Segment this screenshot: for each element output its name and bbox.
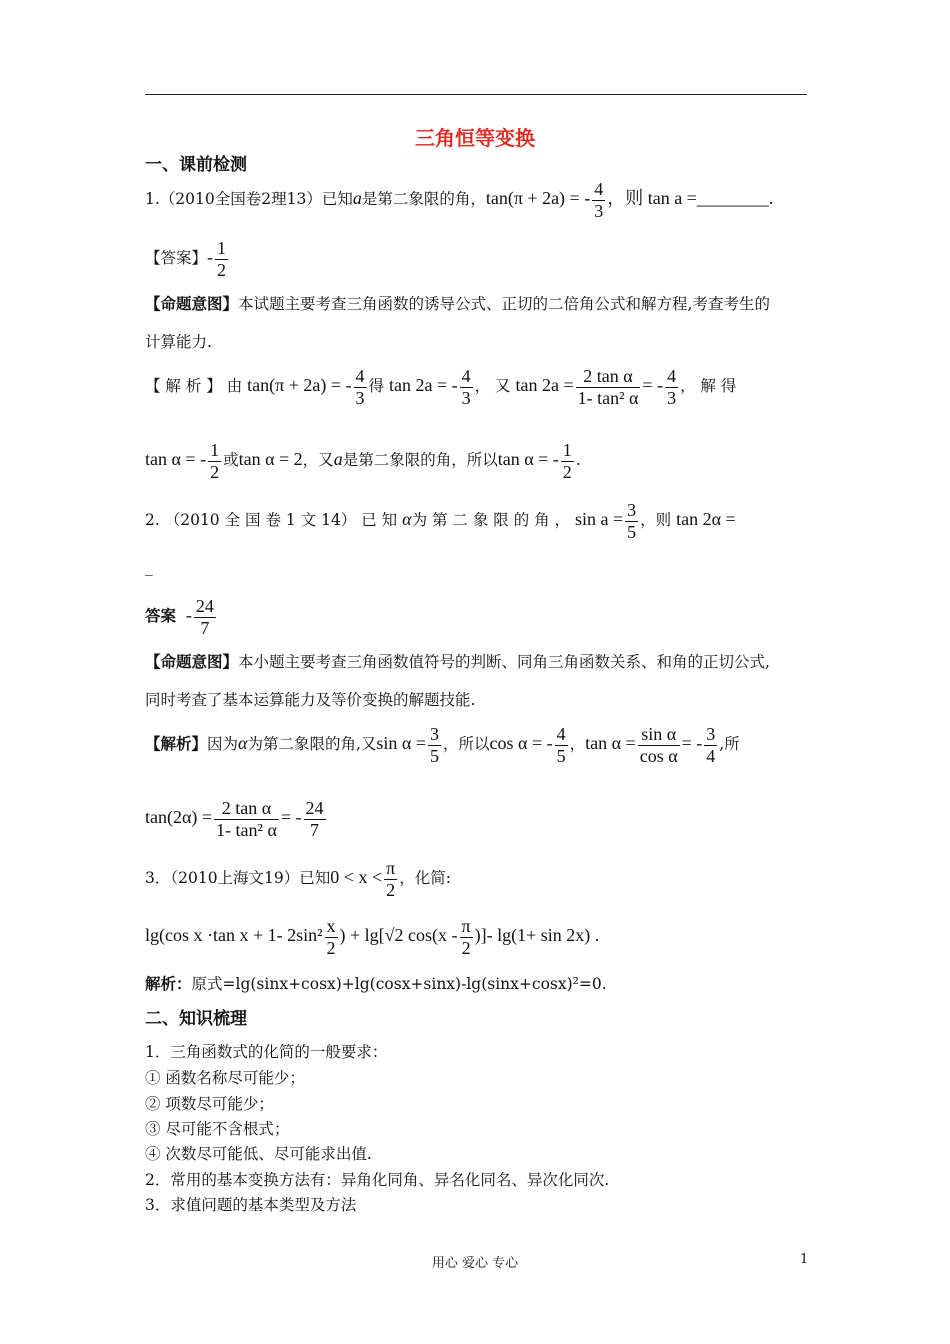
page-number: 1: [800, 1252, 809, 1267]
q3-solution: 解析：原式=lg(sinx+cosx)+lg(cosx+sinx)-lg(sinx+cosx)²=0.: [145, 974, 607, 993]
q2-solution-line2: tan(2α) = $\frac{\text{2 tan α}}{\text{1- tan² α}}$ = - $\frac{24}{7}$: [145, 797, 324, 840]
question-3: 3．（2010上海文19）已知0 < x < $\frac{\pi}{2}$ ，化简:: [145, 857, 451, 900]
q2-blank: _: [145, 558, 153, 576]
q2-answer: 答案 - $\frac{24}{7}$: [145, 595, 214, 638]
q2-intent-line2: 同时考查了基本运算能力及等价变换的解题技能.: [145, 691, 476, 709]
q2-intent-line1: 【命题意图】本小题主要考查三角函数值符号的判断、同角三角函数关系、和角的正切公式,: [145, 652, 770, 671]
q1-solution-line1: 【 解 析 】 由 tan(π + 2a) = - $\frac{4}{3}$ 得 tan 2a = - $\frac{4}{3}$ ， 又 tan 2a = $\frac{\text{2 tan α}}{\text{1- tan² α}}$ = - $\frac{4}{3}$ ， 解 得: [145, 365, 737, 408]
header-rule: [145, 94, 807, 95]
footer-text: 用心 爱心 专心: [431, 1256, 519, 1271]
q1-answer-label: 【答案】: [145, 249, 208, 267]
q3-expression: lg(cos x ·tan x + 1- 2sin² $\frac{x}{2}$ ) + lg[√2 cos(x - $\frac{\pi}{2}$ )]- lg(1+ sin 2x) .: [145, 915, 600, 958]
list-item-5: ④ 次数尽可能低、尽可能求出值.: [145, 1145, 372, 1163]
list-item-1: 1．三角函数式的化简的一般要求：: [145, 1043, 388, 1061]
q1-intent-line1: 【命题意图】本试题主要考查三角函数的诱导公式、正切的二倍角公式和解方程,考查考生的: [145, 294, 770, 313]
section-heading-2: 二、知识梳理: [145, 1009, 247, 1029]
list-item-6: 2．常用的基本变换方法有：异角化同角、异名化同名、异次化同次.: [145, 1171, 610, 1189]
section-heading-1: 一、课前检测: [145, 155, 247, 175]
page-title: 三角恒等变换: [415, 126, 535, 150]
q1-answer: [145, 234, 230, 281]
list-item-4: ③ 尽可能不含根式；: [145, 1120, 290, 1138]
q1-mid: 是第二象限的角，: [361, 190, 486, 208]
q1-ask: ，则 tan a =________.: [607, 188, 774, 208]
q1-solution-line2: tan α = - $\frac{1}{2}$ 或tan α = 2，又a是第二象限的角，所以tan α = - $\frac{1}{2}$ .: [145, 439, 581, 482]
question-1: [145, 178, 773, 221]
q1-fraction: $\frac{4}{3}$: [594, 178, 604, 221]
list-item-2: ① 函数名称尽可能少；: [145, 1069, 305, 1087]
q2-solution-line1: 【解析】因为α为第二象限的角,又sin α = $\frac{3}{5}$ ，所以cos α = - $\frac{4}{5}$ ，tan α = $\frac{\text{sin α}}{\text{cos α}}$ = - $\frac{3}{4}$ ,所: [145, 723, 740, 766]
q1-head: 1.（2010全国卷2理13）已知: [145, 190, 353, 208]
q1-intent-line2: 计算能力.: [145, 333, 212, 351]
list-item-3: ② 项数尽可能少；: [145, 1095, 274, 1113]
list-item-7: 3．求值问题的基本类型及方法: [145, 1196, 357, 1214]
q1-alpha: a: [352, 188, 362, 208]
question-2: 2. （2010 全 国 卷 1 文 14） 已 知 α为 第 二 象 限 的 角 ， sin a = $\frac{3}{5}$ ，则 tan 2α =: [145, 499, 736, 542]
q1-answer-fraction: $\frac{1}{2}$: [217, 237, 227, 280]
q1-tan-expr: tan(π + 2a) = -: [485, 188, 591, 208]
q1-answer-sign: -: [207, 247, 214, 267]
